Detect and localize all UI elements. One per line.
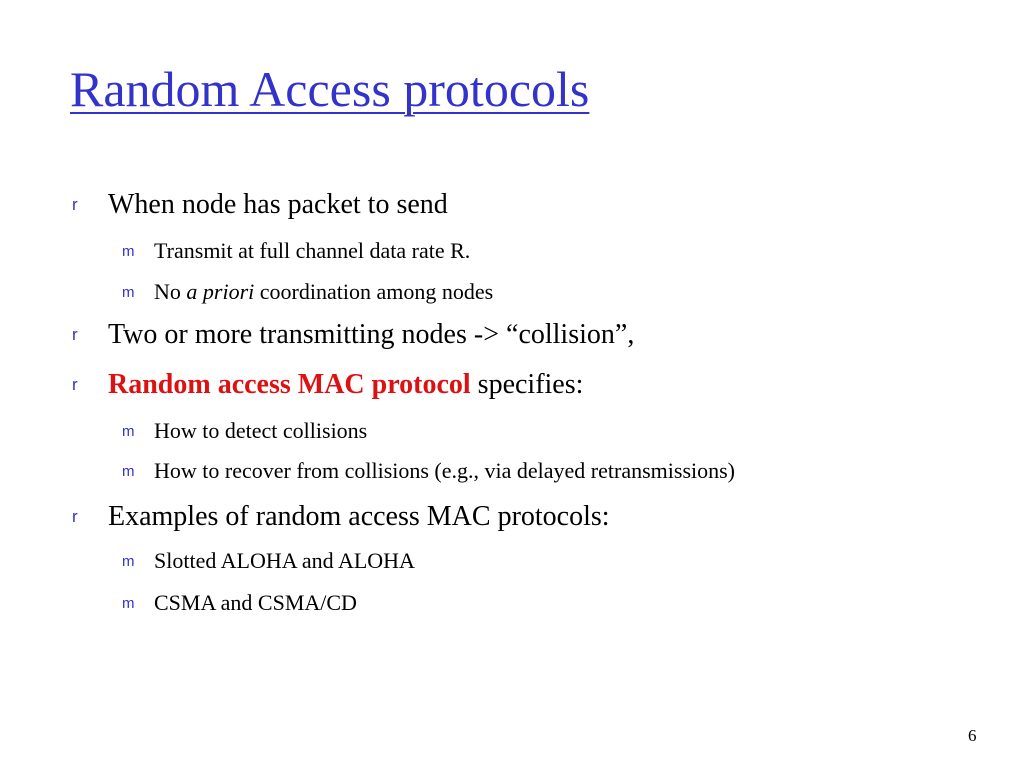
sub-bullet-marker: m bbox=[122, 595, 135, 612]
bullet-1-text: When node has packet to send bbox=[108, 189, 448, 220]
bullet-2-post: , bbox=[627, 319, 635, 350]
sub-bullet-marker: m bbox=[122, 243, 135, 260]
bullet-1-sub-2-pre: No bbox=[154, 279, 187, 304]
bullet-4-sub-2-text: CSMA and CSMA/CD bbox=[154, 590, 357, 615]
sub-bullet-marker: m bbox=[122, 463, 135, 480]
bullet-3 bbox=[72, 368, 584, 402]
bullet-2-pre: Two or more transmitting nodes -> bbox=[108, 319, 506, 350]
bullet-2-open-quote: “ bbox=[506, 319, 519, 350]
bullet-1-sub-2-post: coordination among nodes bbox=[254, 279, 494, 304]
bullet-4-sub-1 bbox=[122, 548, 415, 574]
bullet-4-sub-1-text: Slotted ALOHA and ALOHA bbox=[154, 548, 415, 573]
bullet-3-sub-1-text: How to detect collisions bbox=[154, 418, 368, 443]
bullet-3-sub-2-text: How to recover from collisions (e.g., via delayed retransmissions) bbox=[154, 458, 736, 483]
bullet-4-text: Examples of random access MAC protocols: bbox=[108, 501, 610, 532]
bullet-marker: r bbox=[72, 375, 78, 394]
bullet-4 bbox=[72, 500, 610, 534]
bullet-marker: r bbox=[72, 325, 78, 344]
bullet-3-post: specifies: bbox=[470, 369, 584, 400]
bullet-1-sub-1-text: Transmit at full channel data rate R. bbox=[154, 238, 471, 263]
bullet-3-sub-1 bbox=[122, 418, 368, 444]
bullet-4-sub-2 bbox=[122, 590, 357, 616]
bullet-2 bbox=[72, 318, 635, 352]
bullet-1 bbox=[72, 188, 448, 222]
bullet-marker: r bbox=[72, 507, 78, 526]
sub-bullet-marker: m bbox=[122, 284, 135, 301]
page-number: 6 bbox=[968, 726, 977, 745]
bullet-2-quoted: collision bbox=[518, 319, 615, 350]
sub-bullet-marker: m bbox=[122, 553, 135, 570]
bullet-3-emphasis: Random access MAC protocol bbox=[108, 369, 471, 400]
bullet-2-close-quote: ” bbox=[614, 319, 628, 350]
bullet-marker: r bbox=[72, 195, 78, 214]
bullet-1-sub-2 bbox=[122, 279, 494, 305]
bullet-1-sub-1 bbox=[122, 238, 471, 264]
sub-bullet-marker: m bbox=[122, 423, 135, 440]
slide-title: Random Access protocols bbox=[70, 61, 590, 117]
bullet-3-sub-2 bbox=[122, 458, 736, 484]
bullet-1-sub-2-italic: a priori bbox=[186, 279, 255, 304]
